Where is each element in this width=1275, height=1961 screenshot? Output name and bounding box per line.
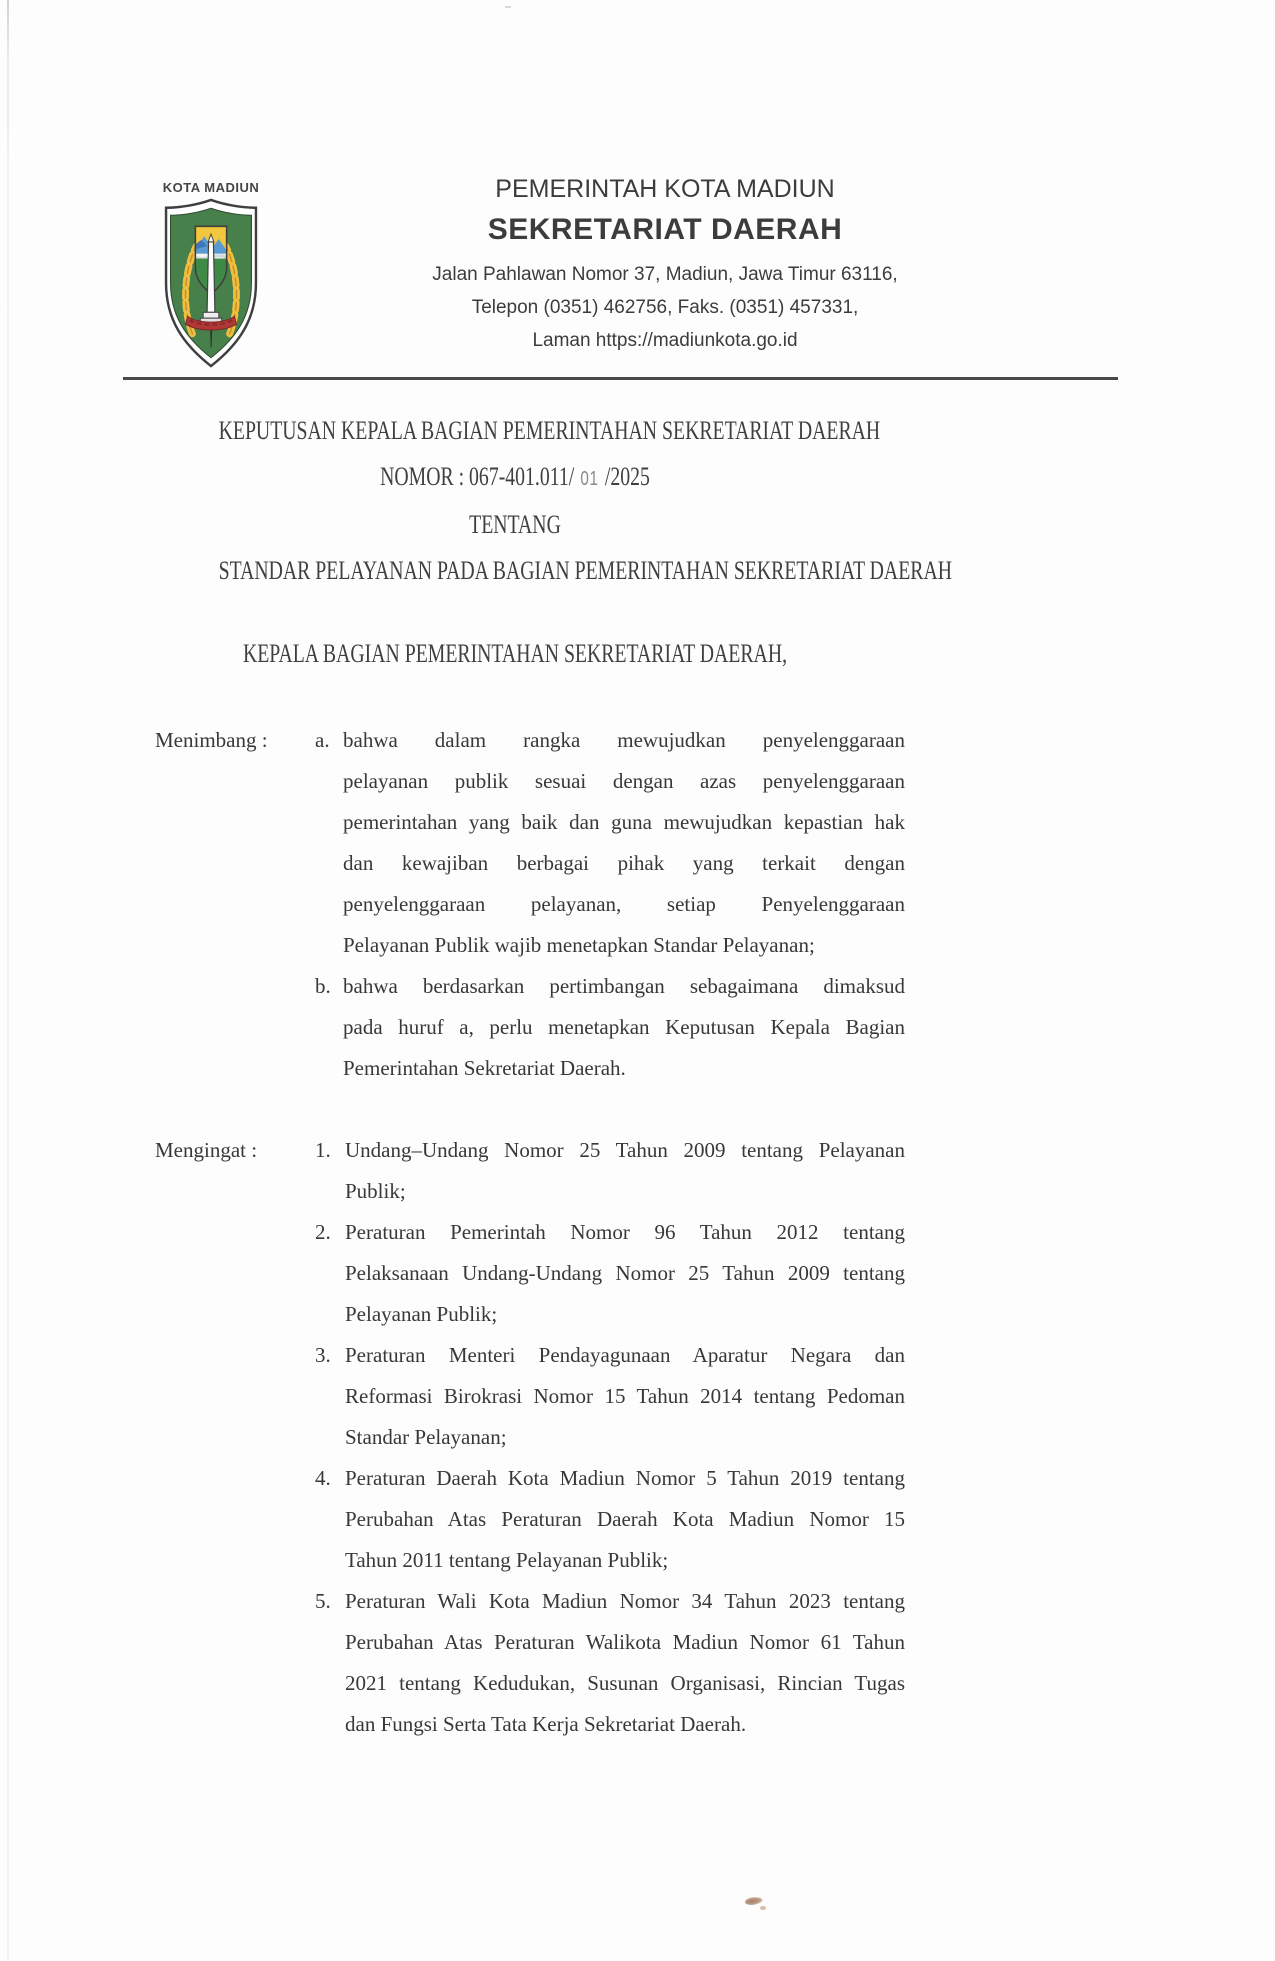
text-line: Perubahan Atas Peraturan Daerah Kota Madiun Nomor 15	[345, 1507, 905, 1531]
issuer-title: KEPALA BAGIAN PEMERINTAHAN SEKRETARIAT DAERAH,	[242, 639, 788, 668]
text-line: Peraturan Pemerintah Nomor 96 Tahun 2012 tentang	[345, 1220, 905, 1244]
text-line: Pemerintahan Sekretariat Daerah.	[343, 1056, 626, 1080]
decree-number-fill: 01	[580, 468, 599, 490]
text-line: 2021 tentang Kedudukan, Susunan Organisasi, Rincian Tugas	[345, 1671, 905, 1695]
emblem-label: KOTA MADIUN	[162, 180, 260, 195]
department-name: SEKRETARIAT DAERAH	[487, 213, 843, 246]
text-line: Peraturan Menteri Pendayagunaan Aparatur Negara dan	[345, 1343, 905, 1367]
item-marker: 5.	[315, 1589, 331, 1613]
text-line: Perubahan Atas Peraturan Walikota Madiun Nomor 61 Tahun	[345, 1630, 905, 1654]
item-marker: a.	[315, 728, 330, 752]
clause-item	[315, 1130, 905, 1212]
clause-item	[315, 1458, 905, 1581]
decree-heading: KEPUTUSAN KEPALA BAGIAN PEMERINTAHAN SEKRETARIAT DAERAH	[218, 416, 881, 445]
text-line: Publik;	[345, 1179, 406, 1203]
text-line: Pelayanan Publik wajib menetapkan Standar Pelayanan;	[343, 933, 815, 957]
text-line: Undang–Undang Nomor 25 Tahun 2009 tentang Pelayanan	[345, 1138, 905, 1162]
scan-artifact	[505, 6, 511, 8]
item-body	[343, 966, 905, 1089]
scan-smudge	[745, 1896, 764, 1906]
letterhead-divider	[123, 377, 1118, 380]
address-line: Jalan Pahlawan Nomor 37, Madiun, Jawa Timur 63116,	[432, 264, 898, 285]
decree-number-line	[219, 454, 812, 502]
decree-title-block	[125, 408, 952, 594]
item-marker: 2.	[315, 1220, 331, 1244]
letterhead-address	[415, 258, 915, 357]
phone-fax-line: Telepon (0351) 462756, Faks. (0351) 457331,	[471, 297, 859, 318]
menimbang-label: Menimbang :	[155, 728, 268, 752]
item-body	[345, 1130, 905, 1212]
clause-item	[315, 966, 905, 1089]
text-line: Pelayanan Publik;	[345, 1302, 498, 1326]
clause-item	[315, 1335, 905, 1458]
city-emblem	[158, 180, 264, 369]
item-body	[345, 1581, 905, 1745]
government-name: PEMERINTAH KOTA MADIUN	[495, 175, 835, 203]
menimbang-section	[155, 720, 905, 1089]
website-line: Laman https://madiunkota.go.id	[532, 330, 798, 351]
item-body	[345, 1212, 905, 1335]
scan-smudge-dot	[760, 1906, 766, 1910]
item-marker: 3.	[315, 1343, 331, 1367]
menimbang-items	[315, 720, 905, 1089]
mengingat-items	[315, 1130, 905, 1745]
text-line: Pelaksanaan Undang-Undang Nomor 25 Tahun 2009 tentang	[345, 1261, 905, 1285]
kota-madiun-crest-icon	[160, 197, 262, 369]
text-line: Peraturan Wali Kota Madiun Nomor 34 Tahun 2023 tentang	[345, 1589, 905, 1613]
text-line: Peraturan Daerah Kota Madiun Nomor 5 Tahun 2019 tentang	[345, 1466, 905, 1490]
item-marker: 4.	[315, 1466, 331, 1490]
text-line: pelayanan publik sesuai dengan azas penyelenggaraan	[343, 769, 905, 793]
item-marker: 1.	[315, 1138, 331, 1162]
clause-item	[315, 720, 905, 966]
item-body	[345, 1458, 905, 1581]
item-body	[343, 720, 905, 966]
text-line: Reformasi Birokrasi Nomor 15 Tahun 2014 tentang Pedoman	[345, 1384, 905, 1408]
clause-item	[315, 1212, 905, 1335]
mengingat-label: Mengingat :	[155, 1138, 258, 1162]
text-line: penyelenggaraan pelayanan, setiap Penyelenggaraan	[343, 892, 905, 916]
text-line: bahwa dalam rangka mewujudkan penyelenggaraan	[343, 728, 905, 752]
tentang-label: TENTANG	[469, 510, 561, 539]
text-line: pemerintahan yang baik dan guna mewujudkan kepastian hak	[343, 810, 905, 834]
text-line: Tahun 2011 tentang Pelayanan Publik;	[345, 1548, 669, 1572]
decree-subject: STANDAR PELAYANAN PADA BAGIAN PEMERINTAHAN SEKRETARIAT DAERAH	[218, 556, 952, 585]
letterhead	[415, 170, 915, 357]
clause-item	[315, 1581, 905, 1745]
item-body	[345, 1335, 905, 1458]
item-marker: b.	[315, 974, 331, 998]
text-line: Standar Pelayanan;	[345, 1425, 507, 1449]
text-line: bahwa berdasarkan pertimbangan sebagaimana dimaksud	[343, 974, 905, 998]
decree-number-suffix: /2025	[604, 462, 650, 491]
text-line: pada huruf a, perlu menetapkan Keputusan Kepala Bagian	[343, 1015, 905, 1039]
mengingat-section	[155, 1130, 905, 1745]
text-line: dan kewajiban berbagai pihak yang terkait dengan	[343, 851, 905, 875]
text-line: dan Fungsi Serta Tata Kerja Sekretariat Daerah.	[345, 1712, 747, 1736]
decree-number-prefix: NOMOR : 067-401.011/	[380, 462, 575, 491]
